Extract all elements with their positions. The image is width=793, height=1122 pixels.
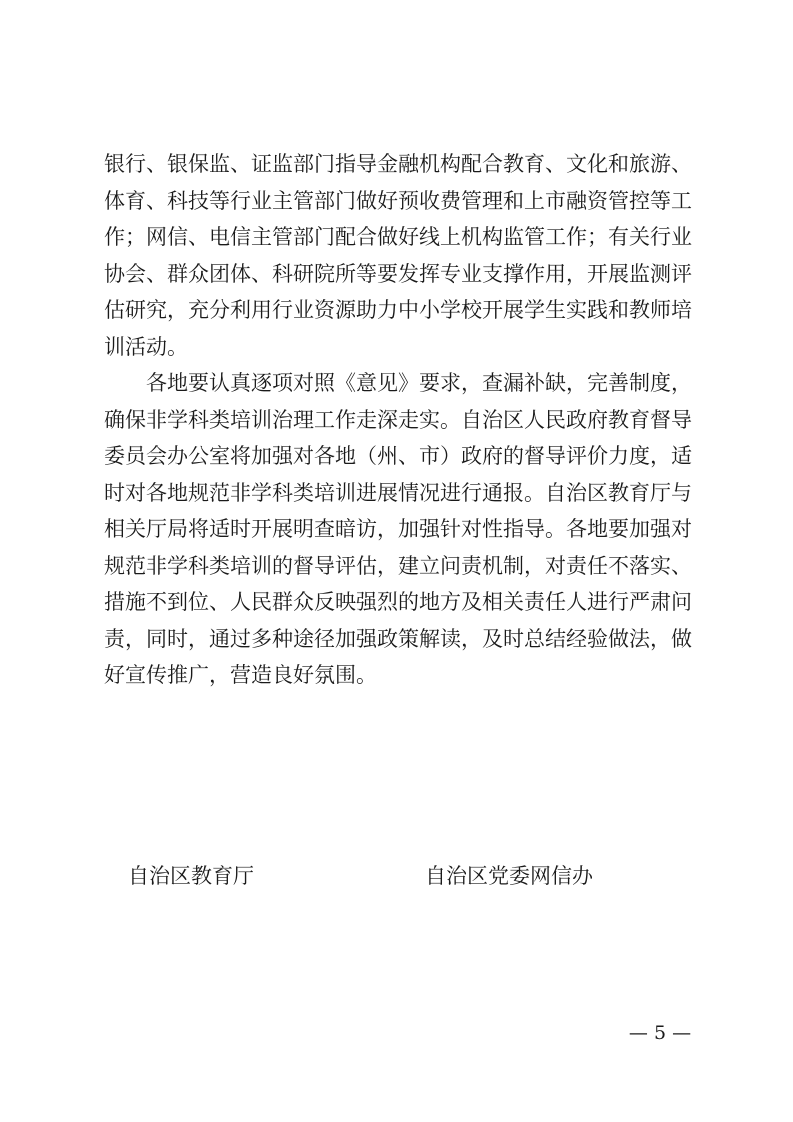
text-line: 确保非学科类培训治理工作走深走实。自治区人民政府教育督导 xyxy=(104,407,692,432)
text-line: 相关厅局将适时开展明查暗访，加强针对性指导。各地要加强对 xyxy=(104,517,692,541)
text-line: 措施不到位、人民群众反映强烈的地方及相关责任人进行严肃问 xyxy=(104,590,692,614)
signature-block xyxy=(0,858,793,894)
signature-education-department: 自治区教育厅 xyxy=(128,864,254,888)
text-line: 协会、群众团体、科研院所等要发挥专业支撑作用，开展监测评 xyxy=(104,261,692,286)
text-line: 各地要认真逐项对照《意见》要求，查漏补缺，完善制度， xyxy=(146,371,692,395)
paragraph-1 xyxy=(104,146,690,365)
text-line: 训活动。 xyxy=(104,334,188,359)
text-line: 好宣传推广，营造良好氛围。 xyxy=(104,663,377,687)
paragraph-2 xyxy=(104,365,690,694)
text-line: 责，同时，通过多种途径加强政策解读，及时总结经验做法，做 xyxy=(104,626,692,651)
text-line: 时对各地规范非学科类培训进展情况进行通报。自治区教育厅与 xyxy=(104,480,692,505)
text-line: 银行、银保监、证监部门指导金融机构配合教育、文化和旅游、 xyxy=(104,152,692,176)
page-number: — 5 — xyxy=(628,1022,692,1044)
document-body xyxy=(104,146,690,694)
text-line: 估研究，充分利用行业资源助力中小学校开展学生实践和教师培 xyxy=(104,298,692,322)
text-line: 委员会办公室将加强对各地（州、市）政府的督导评价力度，适 xyxy=(104,444,692,468)
signature-cyberspace-office: 自治区党委网信办 xyxy=(425,864,593,888)
text-line: 规范非学科类培训的督导评估，建立问责机制，对责任不落实、 xyxy=(104,553,692,578)
text-line: 作；网信、电信主管部门配合做好线上机构监管工作；有关行业 xyxy=(104,225,692,249)
text-line: 体育、科技等行业主管部门做好预收费管理和上市融资管控等工 xyxy=(104,188,692,213)
